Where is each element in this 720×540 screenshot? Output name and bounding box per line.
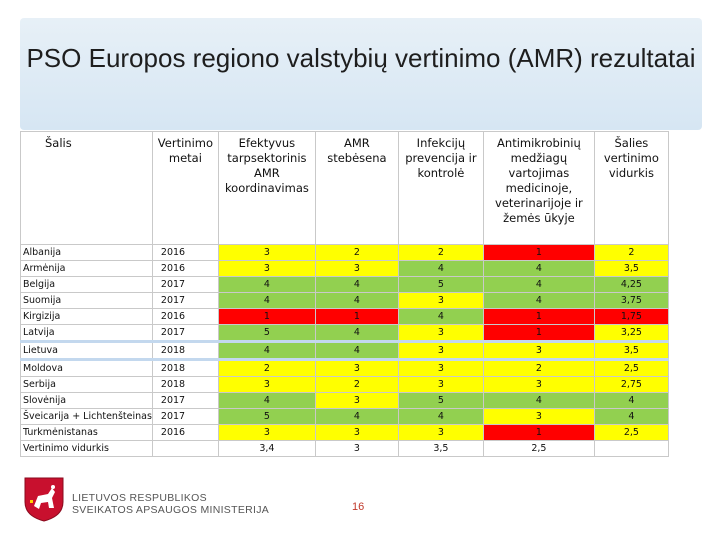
score-cell: 4 [483,277,594,293]
score-cell: 5 [398,277,483,293]
score-cell: 3 [315,393,398,409]
score-cell: 4 [218,342,315,360]
score-cell: 4 [398,309,483,325]
score-cell: 4 [398,409,483,425]
country-cell: Armėnija [21,261,153,277]
score-cell: 2 [483,360,594,377]
score-cell: 3 [315,360,398,377]
table-row [21,325,669,342]
score-cell: 3 [398,425,483,441]
table-row [21,409,669,425]
score-cell: 4 [315,325,398,342]
country-cell: Kirgizija [21,309,153,325]
table-row [21,293,669,309]
table-body [21,245,669,457]
table-row [21,425,669,441]
score-cell: 1 [483,325,594,342]
table-row [21,342,669,360]
table-row [21,245,669,261]
score-cell: 1,75 [594,309,668,325]
average-cell: 3,5 [398,441,483,457]
score-cell: 4 [594,409,668,425]
country-cell: Belgija [21,277,153,293]
score-cell: 4 [315,277,398,293]
year-cell: 2017 [152,325,218,342]
score-cell: 4 [398,261,483,277]
score-cell: 2 [315,245,398,261]
score-cell: 3,5 [594,261,668,277]
score-cell: 3 [218,425,315,441]
score-cell: 3,75 [594,293,668,309]
average-row [21,441,669,457]
country-cell: Slovėnija [21,393,153,409]
table-row [21,261,669,277]
header-coordination: Efektyvus tarpsektorinis AMR koordinavimas [218,132,315,245]
score-cell: 2,5 [594,360,668,377]
score-cell: 1 [483,245,594,261]
country-cell: Moldova [21,360,153,377]
score-cell: 4 [483,293,594,309]
score-cell: 4 [315,409,398,425]
score-cell: 2,75 [594,377,668,393]
score-cell: 3 [398,293,483,309]
average-cell: 3,4 [218,441,315,457]
ministry-name [72,492,269,516]
score-cell: 3 [398,360,483,377]
score-cell: 1 [483,425,594,441]
ministry-name-line1: LIETUVOS RESPUBLIKOS [72,492,207,504]
score-cell: 3 [398,342,483,360]
score-cell: 3 [483,409,594,425]
score-cell: 1 [315,309,398,325]
slide-title: PSO Europos regiono valstybių vertinimo (AMR) rezultatai [26,43,696,73]
score-cell: 3 [218,261,315,277]
year-cell: 2016 [152,425,218,441]
score-cell: 3 [483,342,594,360]
score-cell: 2 [594,245,668,261]
header-country: Šalis [21,132,153,245]
year-cell: 2017 [152,393,218,409]
average-empty-cell [594,441,668,457]
table-row [21,360,669,377]
year-cell: 2017 [152,409,218,425]
country-cell: Latvija [21,325,153,342]
score-cell: 4 [483,393,594,409]
score-cell: 3 [483,377,594,393]
score-cell: 5 [218,409,315,425]
header-row [21,132,669,245]
table-row [21,277,669,293]
country-cell: Serbija [21,377,153,393]
score-cell: 5 [398,393,483,409]
average-cell: 2,5 [483,441,594,457]
score-cell: 4 [315,293,398,309]
header-country-average: Šalies vertinimo vidurkis [594,132,668,245]
table-row [21,377,669,393]
score-cell: 2 [315,377,398,393]
header-antimicrobial-use: Antimikrobinių medžiagų vartojimas medicinoje, veterinarijoje ir žemės ūkyje [483,132,594,245]
score-cell: 2 [218,360,315,377]
score-cell: 4 [594,393,668,409]
coat-of-arms-icon [22,476,66,522]
score-cell: 2 [398,245,483,261]
year-cell: 2016 [152,261,218,277]
score-cell: 4,25 [594,277,668,293]
year-cell: 2017 [152,277,218,293]
score-cell: 1 [218,309,315,325]
header-year: Vertinimo metai [152,132,218,245]
average-label: Vertinimo vidurkis [21,441,153,457]
score-cell: 3 [315,425,398,441]
country-cell: Šveicarija + Lichtenšteinas [21,409,153,425]
score-cell: 4 [218,277,315,293]
page-number: 16 [352,501,365,513]
country-cell: Albanija [21,245,153,261]
score-cell: 5 [218,325,315,342]
assessment-table [20,131,669,457]
header-surveillance: AMR stebėsena [315,132,398,245]
table-row [21,309,669,325]
score-cell: 3 [315,261,398,277]
year-cell: 2018 [152,342,218,360]
score-cell: 4 [218,393,315,409]
table-row [21,393,669,409]
average-year-cell [152,441,218,457]
ministry-name-line2: SVEIKATOS APSAUGOS MINISTERIJA [72,504,270,516]
score-cell: 3 [398,325,483,342]
score-cell: 1 [483,309,594,325]
header-infection-prevention: Infekcijų prevencija ir kontrolė [398,132,483,245]
year-cell: 2018 [152,360,218,377]
score-cell: 3,5 [594,342,668,360]
score-cell: 3 [218,377,315,393]
score-cell: 3 [218,245,315,261]
year-cell: 2017 [152,293,218,309]
country-cell: Lietuva [21,342,153,360]
score-cell: 4 [315,342,398,360]
score-cell: 3 [398,377,483,393]
score-cell: 4 [483,261,594,277]
score-cell: 2,5 [594,425,668,441]
average-cell: 3 [315,441,398,457]
country-cell: Turkmėnistanas [21,425,153,441]
year-cell: 2018 [152,377,218,393]
year-cell: 2016 [152,309,218,325]
year-cell: 2016 [152,245,218,261]
country-cell: Suomija [21,293,153,309]
score-cell: 3,25 [594,325,668,342]
score-cell: 4 [218,293,315,309]
